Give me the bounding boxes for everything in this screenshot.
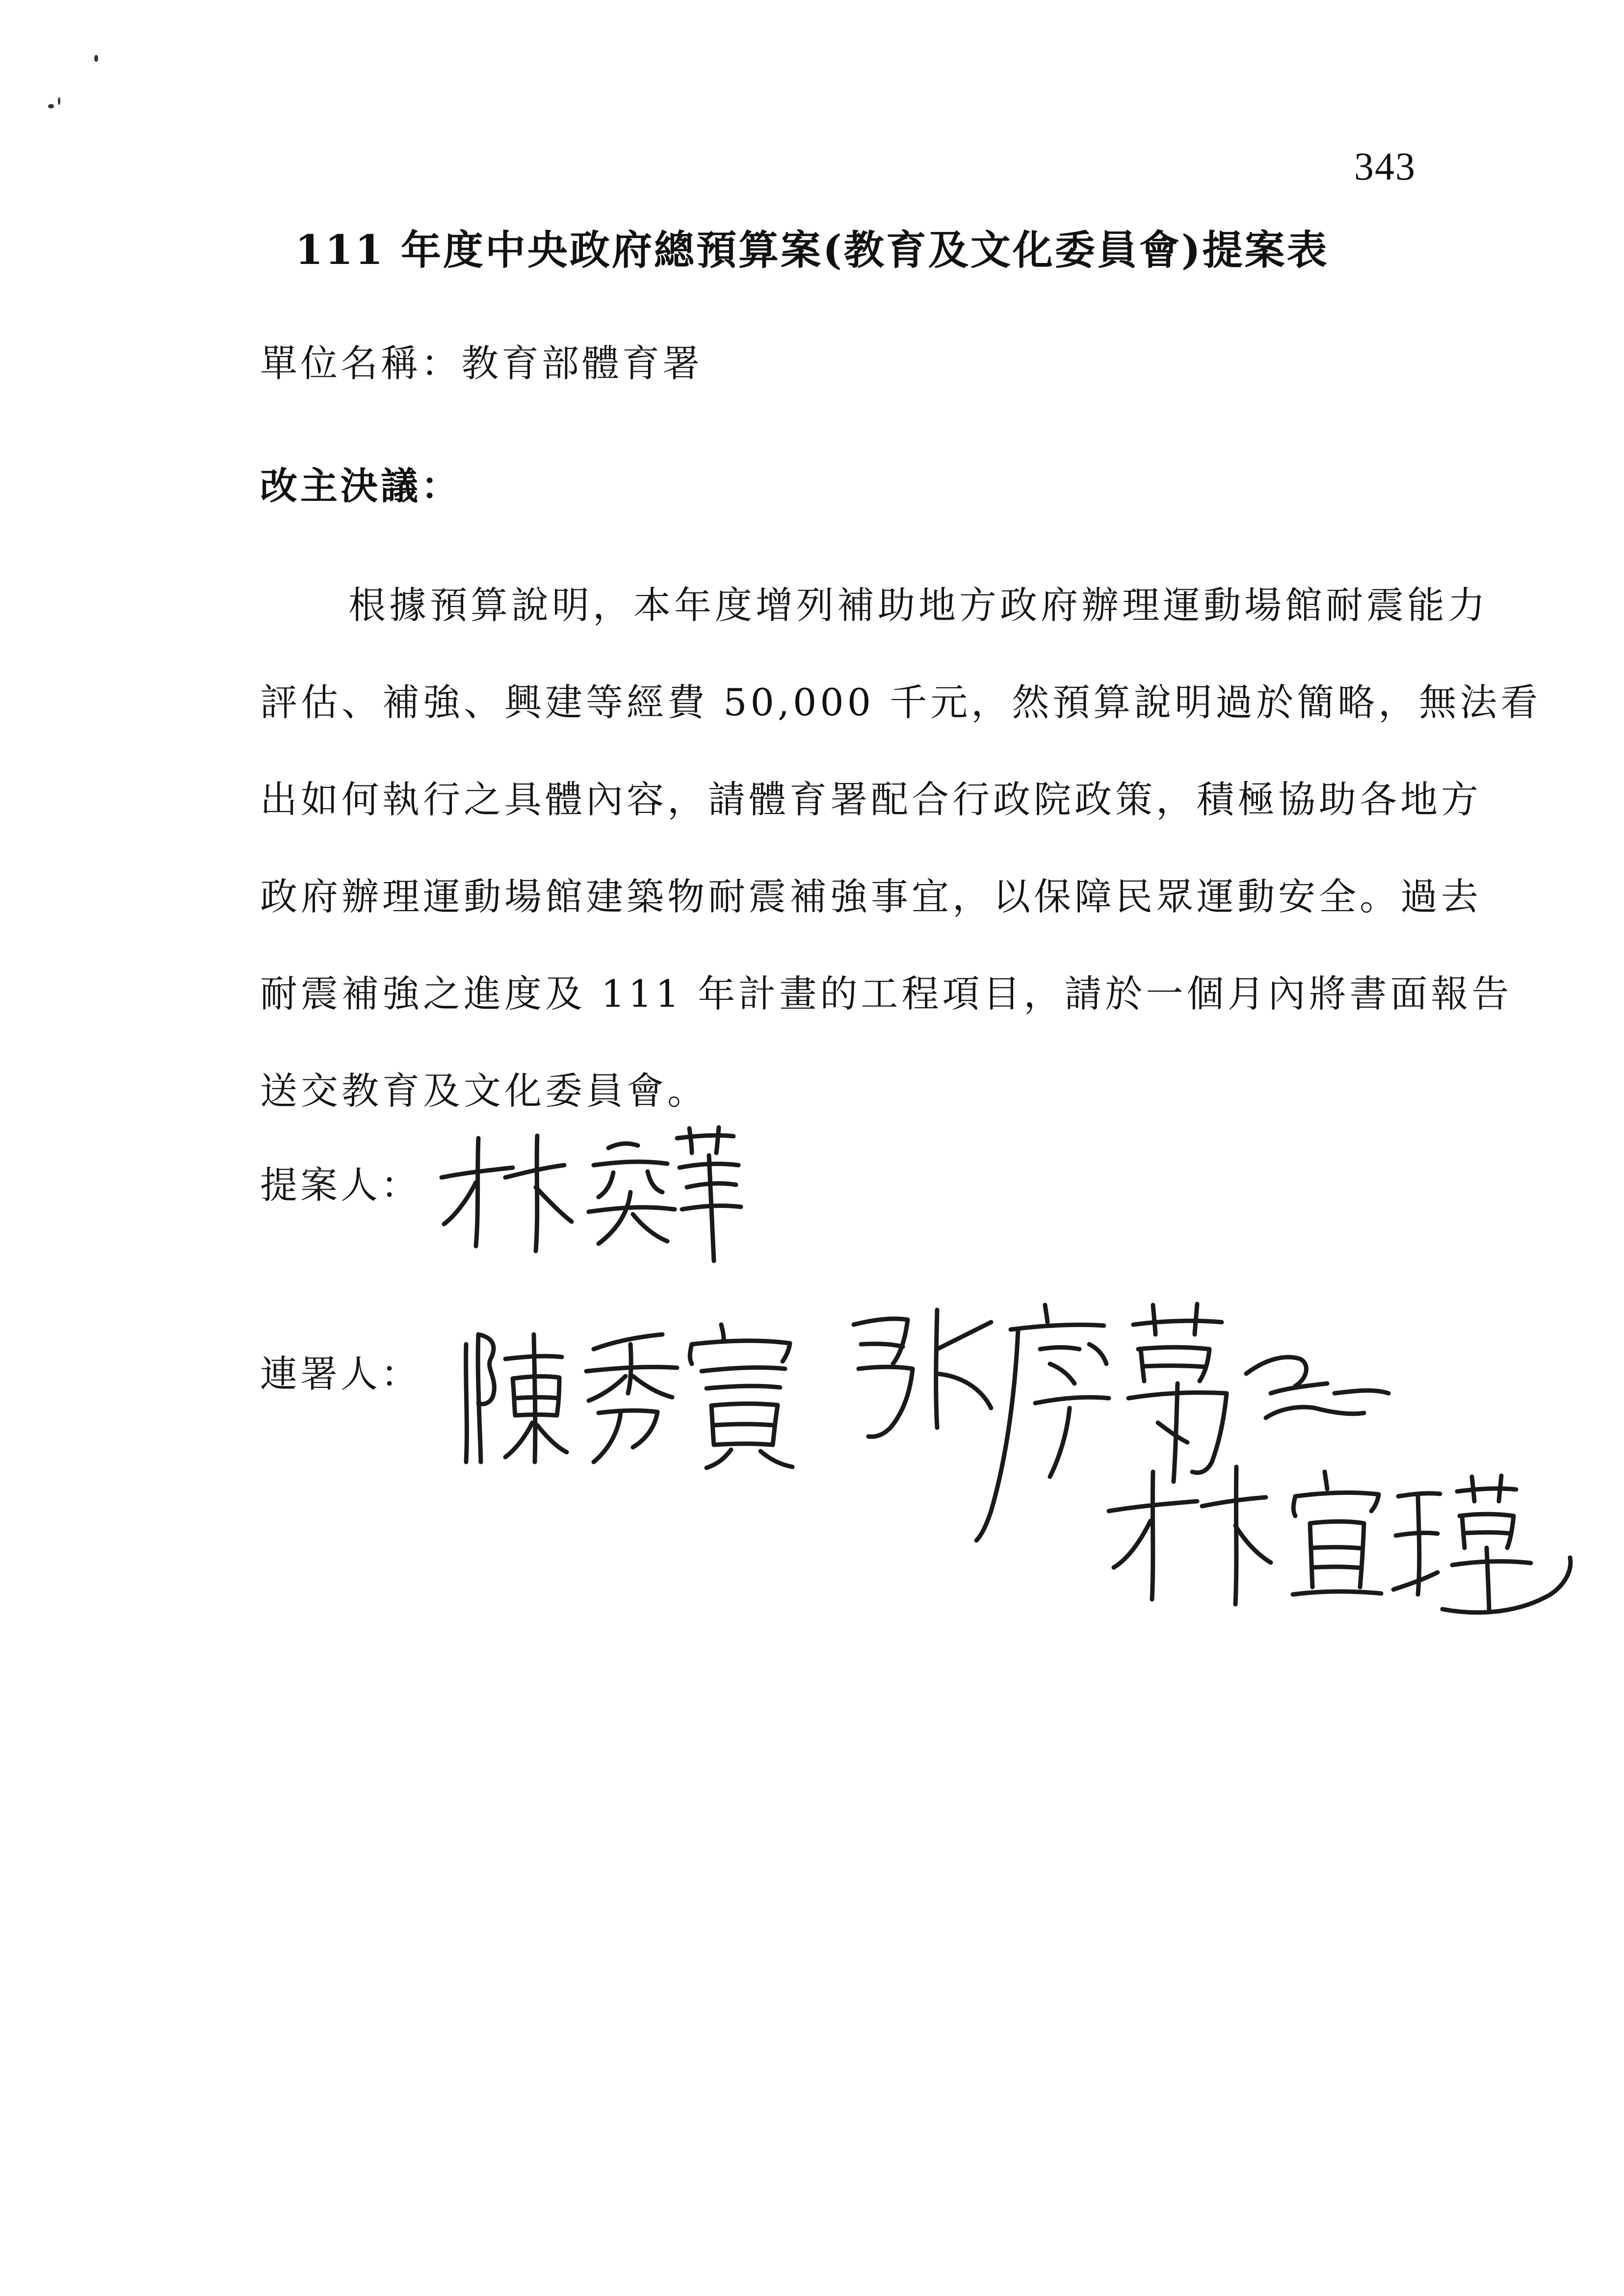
- unit-line: [260, 334, 703, 387]
- cosigner-label: 連署人：: [260, 1352, 421, 1396]
- resolution-body: [260, 557, 1542, 1140]
- unit-value: 教育部體育署: [461, 341, 703, 385]
- body-line: 評估、補強、興建等經費 50,000 千元，然預算說明過於簡略，無法看: [260, 680, 1542, 724]
- body-line: 出如何執行之具體內容，請體育署配合行政院政策，積極協助各地方: [260, 778, 1482, 821]
- document-title: 111 年度中央政府總預算案(教育及文化委員會)提案表: [295, 227, 1329, 274]
- unit-label: 單位名稱：: [260, 341, 461, 385]
- proposer-label: 提案人：: [260, 1163, 421, 1207]
- body-line: 根據預算說明，本年度增列補助地方政府辦理運動場館耐震能力: [348, 583, 1489, 627]
- body-line: 送交教育及文化委員會。: [260, 1069, 708, 1113]
- scan-speck: [58, 97, 60, 105]
- proposer-signature: [432, 1119, 751, 1266]
- cosigner-signature: [451, 1315, 805, 1477]
- resolution-heading: 改主決議：: [260, 464, 461, 508]
- body-line: 耐震補強之進度及 111 年計畫的工程項目，請於一個月內將書面報告: [260, 972, 1513, 1016]
- scan-speck: [48, 104, 54, 108]
- cosigner-signature: [1099, 1452, 1580, 1619]
- body-line: 政府辦理運動場館建築物耐震補強事宜，以保障民眾運動安全。過去: [260, 875, 1482, 918]
- page-number: 343: [1354, 145, 1416, 188]
- scan-speck: [94, 55, 98, 62]
